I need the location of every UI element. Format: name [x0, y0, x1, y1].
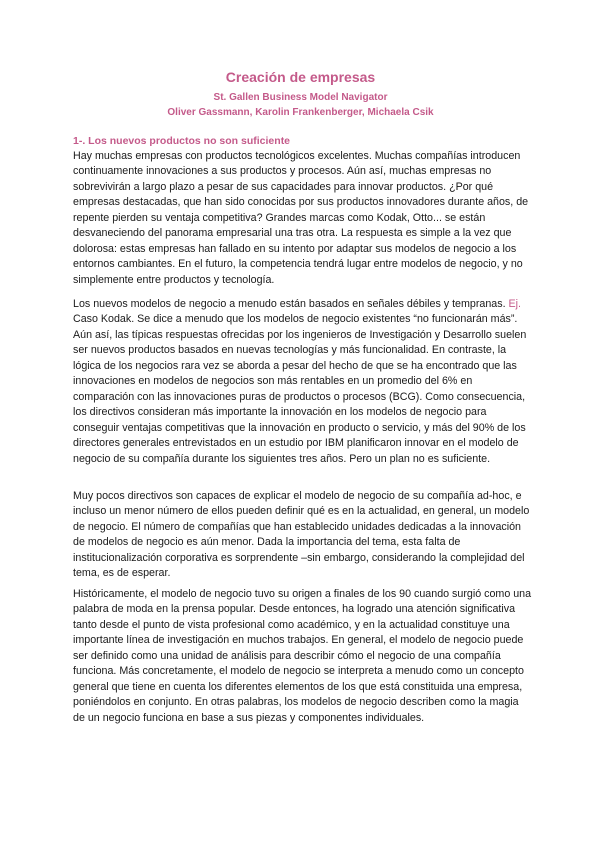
paragraph-3: Muy pocos directivos son capaces de explicar el modelo de negocio de su compañía ad-hoc, e incluso un menor número de ellos pueden definir qué es en la actualidad, en general, un modelo de negocio. El número de compañías que han establecido unidades dedicadas a la innovación de modelos de negocio es aún menor. Dada la importancia del tema, esta falta de institucionalización corporativa es sorprendente –sin embargo, considerando la complejidad del tema, es de esperar.: [73, 490, 530, 580]
paragraph-4: Históricamente, el modelo de negocio tuvo su origen a finales de los 90 cuando surgió como una palabra de moda en la prensa popular. Desde entonces, ha logrado una atención significativa tanto desde el punto de vista profesional como académico, y en la actualidad constituye una importante línea de investigación en muchos trabajos. En general, el modelo de negocio puede ser definido como una unidad de análisis para describir cómo el negocio de una compañía funciona. Más concretamente, el modelo de negocio se interpreta a menudo como un concepto general que tiene en cuenta los diferentes elementos de los que está constituida una empresa, poniéndolos en conjunto. En otras palabras, los modelos de negocio describen como la magia de un negocio funciona en base a sus piezas y componentes individuales.: [73, 588, 532, 724]
document-authors: Oliver Gassmann, Karolin Frankenberger, Michaela Csik: [167, 107, 434, 118]
paragraph-2-body: Caso Kodak. Se dice a menudo que los modelos de negocio existentes “no funcionarán más”. Aún así, las típicas respuestas ofrecidas por los ingenieros de Investigación y Desarrollo suelen ser nuevos productos basados en nuevas tecnologías y más funcionalidad. En contraste, la lógica de los negocios rara vez se aborda a pesar del hecho de que se ha encontrado que las innovaciones en modelos de negocios son más rentables en un promedio del 6% en comparación con las innovaciones puras de productos o procesos (BCG). Como consecuencia, los directivos consideran más importante la innovación en los modelos de negocio para conseguir ventajas competitivas que la innovación en producto o servicio, y más del 90% de los directores generales entrevistados en un estudio por IBM planificaron innovar en el modelo de negocio de su compañía durante los siguientes tres años. Pero un plan no es suficiente.: [73, 313, 527, 465]
document-title: Creación de empresas: [225, 69, 376, 85]
paragraph-2: [73, 297, 533, 467]
section-heading: 1-. Los nuevos productos no son suficiente: [73, 135, 291, 147]
example-label: Ej.: [508, 298, 522, 310]
document-subtitle: St. Gallen Business Model Navigator: [213, 92, 388, 103]
paragraph-1: Hay muchas empresas con productos tecnológicos excelentes. Muchas compañías introducen continuamente innovaciones a sus productos y procesos. Aún así, muchas empresas no sobrevivirán a largo plazo a pesar de sus capacidades para innovar productos. ¿Por qué empresas destacadas, que han sido conocidas por sus productos innovadores durante años, de repente pierden su ventaja competitiva? Grandes marcas como Kodak, Otto... se están desvaneciendo del panorama empresarial una tras otra. La respuesta es simple a la vez que dolorosa: estas empresas han fallado en su intento por adaptar sus modelos de negocio a los entornos cambiantes. En el futuro, la competencia tendrá lugar entre modelos de negocio, y no simplemente entre productos y tecnología.: [73, 150, 529, 286]
paragraph-2-intro: Los nuevos modelos de negocio a menudo están basados en señales débiles y tempranas.: [73, 298, 506, 310]
